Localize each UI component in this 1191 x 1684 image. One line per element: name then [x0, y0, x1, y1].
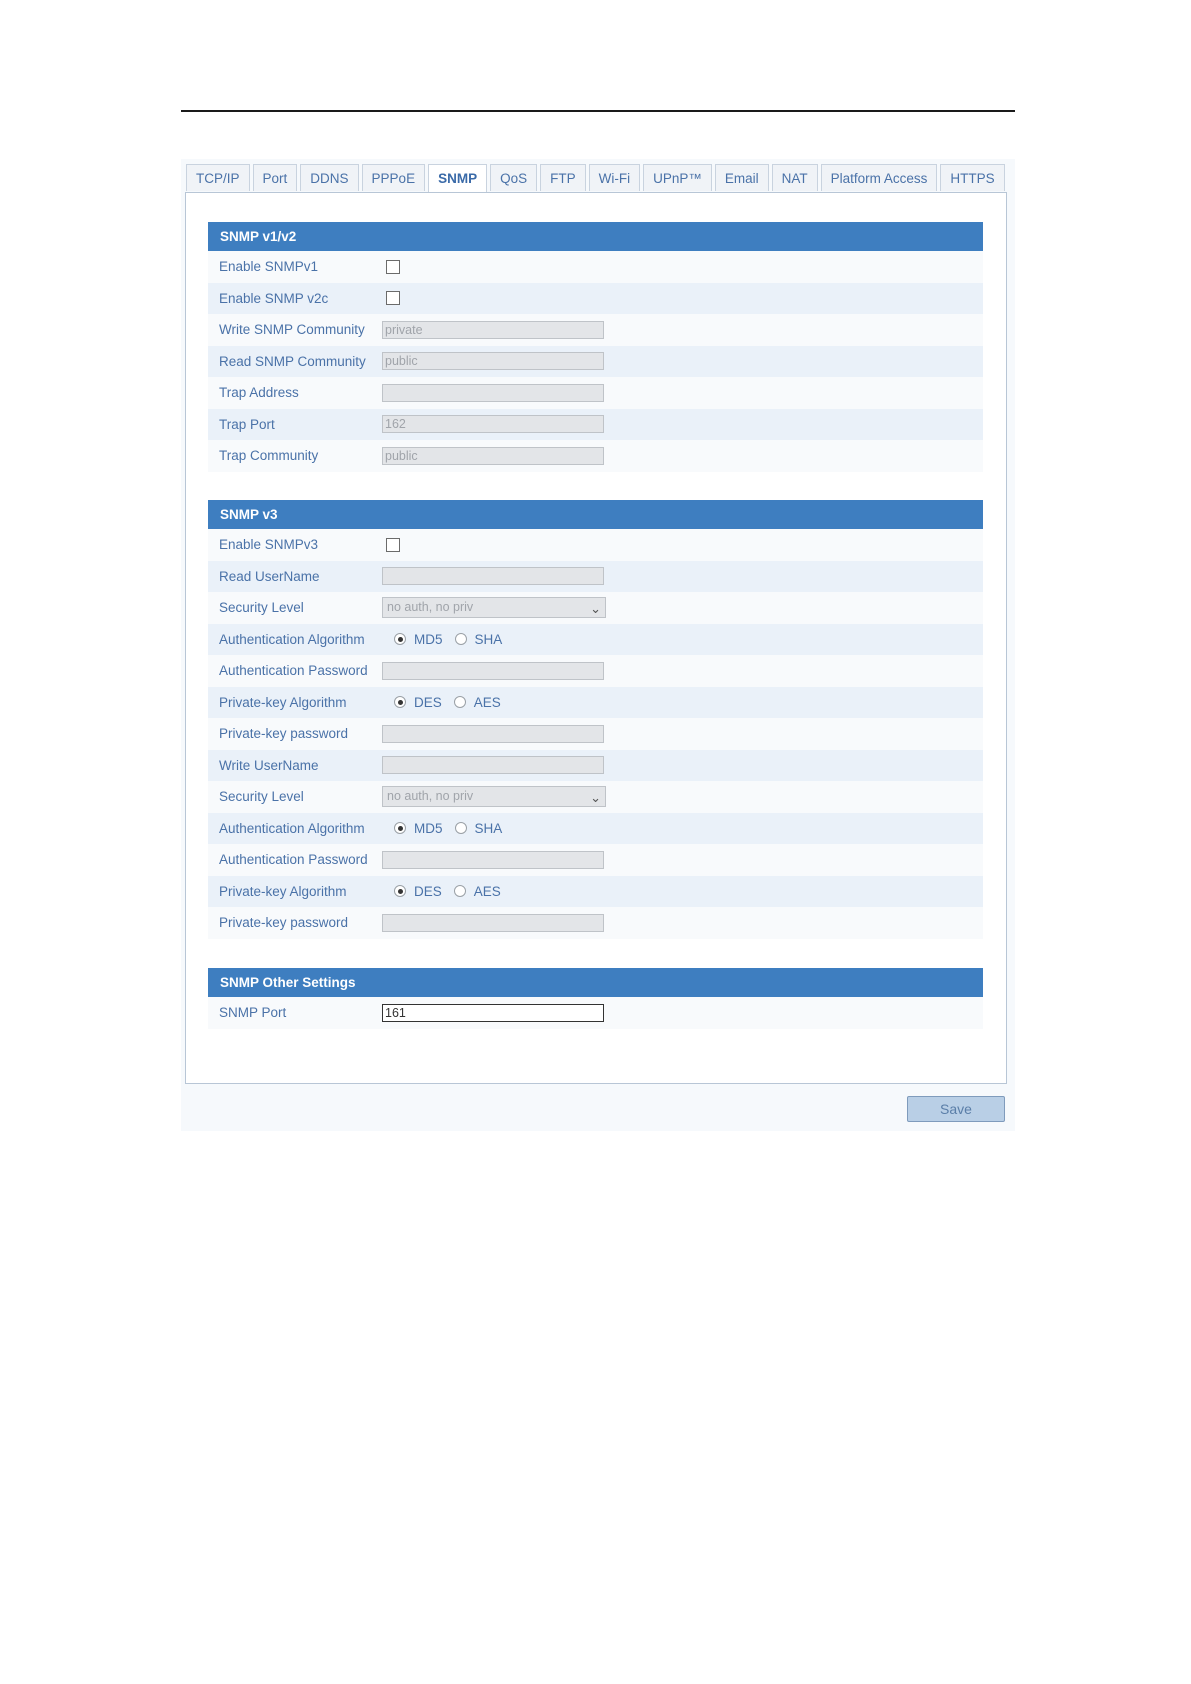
row-read-security-level [208, 592, 983, 624]
tab-qos[interactable]: QoS [490, 164, 537, 191]
enable-snmpv2c-checkbox[interactable] [386, 291, 400, 305]
field-label: Private-key password [219, 726, 349, 742]
row-read-auth-password [208, 655, 983, 687]
tab-platform-access[interactable]: Platform Access [821, 164, 938, 191]
write-security-level-select[interactable] [382, 786, 606, 807]
field-label: Write SNMP Community [219, 322, 365, 338]
field-label: Security Level [219, 789, 304, 805]
write-auth-sha-radio[interactable] [455, 822, 467, 834]
write-username-input[interactable] [382, 756, 604, 774]
row-read-auth-algorithm [208, 624, 983, 656]
chevron-down-icon: ⌄ [590, 601, 601, 617]
section-header: SNMP v1/v2 [208, 222, 983, 251]
tab-port[interactable]: Port [253, 164, 298, 191]
field-label: Authentication Algorithm [219, 820, 365, 836]
section-header: SNMP v3 [208, 500, 983, 529]
trap-address-input[interactable] [382, 384, 604, 402]
select-value: no auth, no priv [387, 600, 474, 615]
section-header: SNMP Other Settings [208, 968, 983, 997]
field-label: Security Level [219, 600, 304, 616]
field-label: Authentication Password [219, 852, 368, 868]
row-enable-snmpv3 [208, 529, 983, 561]
section-snmp-other [208, 968, 983, 1029]
field-label: Private-key password [219, 915, 349, 931]
read-priv-des-radio[interactable] [394, 696, 406, 708]
write-auth-md5-radio[interactable] [394, 822, 406, 834]
row-trap-community [208, 440, 983, 472]
write-priv-password-input[interactable] [382, 914, 604, 932]
tab-nat[interactable]: NAT [772, 164, 818, 191]
tab-pppoe[interactable]: PPPoE [362, 164, 426, 191]
trap-port-input[interactable]: 162 [382, 415, 604, 433]
radio-label: MD5 [414, 820, 443, 836]
field-label: SNMP Port [219, 1005, 287, 1021]
write-community-input[interactable]: private [382, 321, 604, 339]
read-priv-aes-radio[interactable] [454, 696, 466, 708]
field-label: Trap Address [219, 385, 299, 401]
radio-label: AES [473, 694, 501, 710]
field-label: Read SNMP Community [219, 353, 366, 369]
tab-wifi[interactable]: Wi-Fi [589, 164, 640, 191]
trap-community-input[interactable]: public [382, 447, 604, 465]
radio-label: AES [473, 883, 501, 899]
select-value: no auth, no priv [387, 789, 474, 804]
row-trap-port [208, 409, 983, 441]
row-enable-snmpv2c [208, 283, 983, 315]
read-username-input[interactable] [382, 567, 604, 585]
write-priv-des-radio[interactable] [394, 885, 406, 897]
tab-email[interactable]: Email [715, 164, 769, 191]
row-trap-address [208, 377, 983, 409]
tab-snmp[interactable]: SNMP [428, 164, 487, 193]
save-button[interactable]: Save [907, 1096, 1005, 1122]
read-auth-sha-radio[interactable] [455, 633, 467, 645]
row-write-priv-password [208, 907, 983, 939]
field-label: Enable SNMPv3 [219, 537, 319, 553]
radio-label: DES [414, 694, 442, 710]
chevron-down-icon: ⌄ [590, 790, 601, 806]
row-write-priv-algorithm [208, 876, 983, 908]
field-label: Read UserName [219, 568, 320, 584]
field-label: Trap Port [219, 416, 275, 432]
tab-upnp[interactable]: UPnP™ [643, 164, 712, 191]
field-label: Enable SNMP v2c [219, 290, 329, 306]
tab-tcpip[interactable]: TCP/IP [186, 164, 250, 191]
radio-label: MD5 [414, 631, 443, 647]
section-snmp-v1v2 [208, 222, 983, 472]
tab-bar [186, 164, 1005, 192]
row-snmp-port [208, 997, 983, 1029]
section-snmp-v3 [208, 500, 983, 939]
field-label: Enable SNMPv1 [219, 259, 319, 275]
row-read-priv-password [208, 718, 983, 750]
read-priv-password-input[interactable] [382, 725, 604, 743]
read-security-level-select[interactable] [382, 597, 606, 618]
radio-label: SHA [474, 631, 503, 647]
tab-ftp[interactable]: FTP [540, 164, 586, 191]
field-label: Authentication Algorithm [219, 631, 365, 647]
page-top-rule [181, 110, 1015, 112]
row-read-username [208, 561, 983, 593]
enable-snmpv3-checkbox[interactable] [386, 538, 400, 552]
row-read-priv-algorithm [208, 687, 983, 719]
row-write-auth-password [208, 844, 983, 876]
read-auth-md5-radio[interactable] [394, 633, 406, 645]
row-write-username [208, 750, 983, 782]
radio-label: SHA [474, 820, 503, 836]
field-label: Private-key Algorithm [219, 883, 347, 899]
read-auth-password-input[interactable] [382, 662, 604, 680]
row-enable-snmpv1 [208, 251, 983, 283]
write-priv-aes-radio[interactable] [454, 885, 466, 897]
row-write-auth-algorithm [208, 813, 983, 845]
radio-label: DES [414, 883, 442, 899]
row-write-security-level [208, 781, 983, 813]
field-label: Private-key Algorithm [219, 694, 347, 710]
field-label: Trap Community [219, 448, 319, 464]
tab-ddns[interactable]: DDNS [300, 164, 358, 191]
row-read-community [208, 346, 983, 378]
read-community-input[interactable]: public [382, 352, 604, 370]
field-label: Authentication Password [219, 663, 368, 679]
enable-snmpv1-checkbox[interactable] [386, 260, 400, 274]
snmp-port-input[interactable]: 161 [382, 1004, 604, 1022]
field-label: Write UserName [219, 757, 319, 773]
row-write-community [208, 314, 983, 346]
tab-https[interactable]: HTTPS [940, 164, 1004, 191]
write-auth-password-input[interactable] [382, 851, 604, 869]
